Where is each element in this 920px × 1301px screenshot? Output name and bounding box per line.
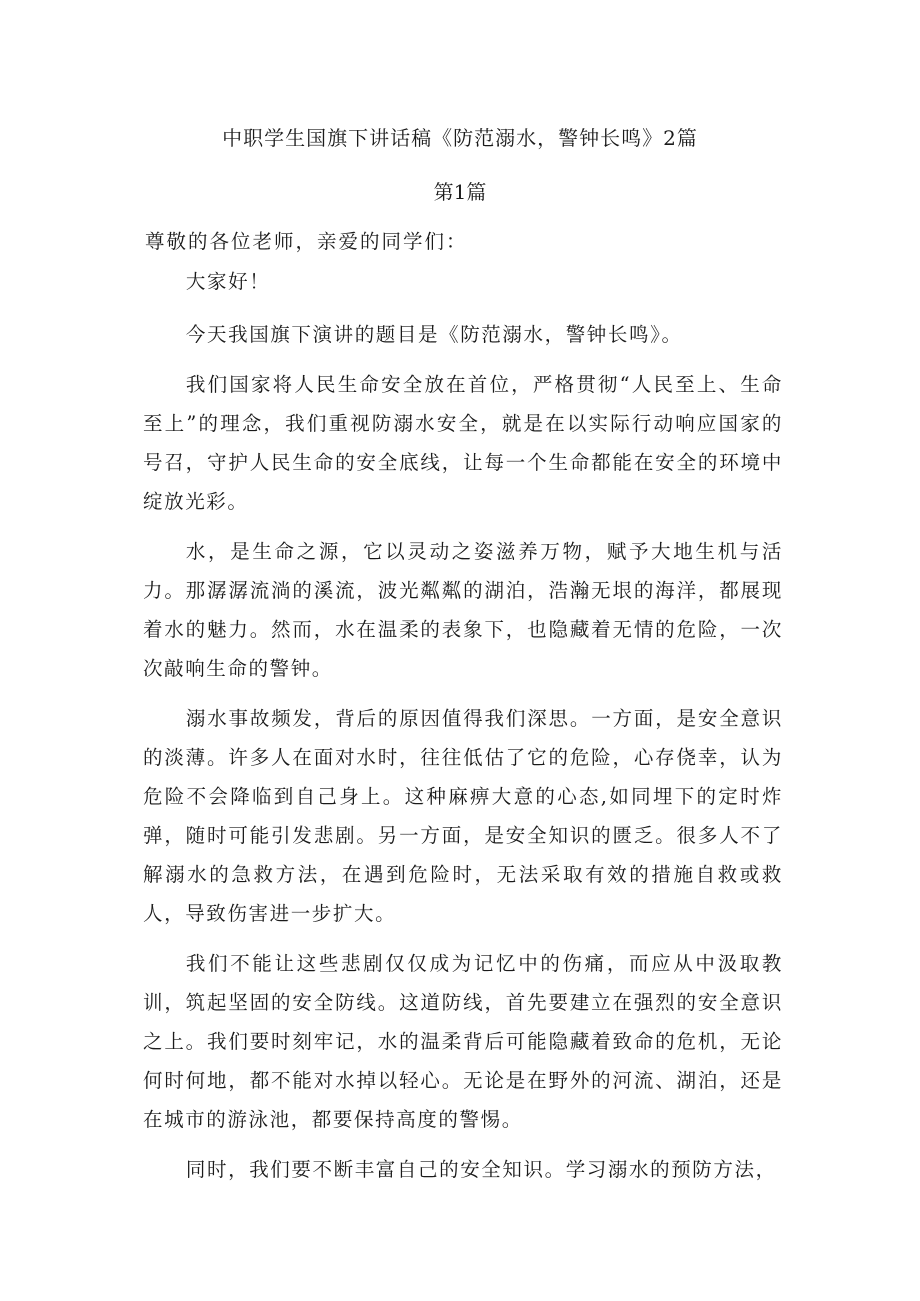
paragraph: 我们不能让这些悲剧仅仅成为记忆中的伤痛，而应从中汲取教训，筑起坚固的安全防线。这道防线，首先要建立在强烈的安全意识之上。我们要时刻牢记，水的温柔背后可能隐藏着致命的危机，无论何时何地，都不能对水掉以轻心。无论是在野外的河流、湖泊，还是在城市的游泳池，都要保持高度的警惕。	[143, 952, 783, 1131]
paragraph: 今天我国旗下演讲的题目是《防范溺水，警钟长鸣》。	[185, 323, 683, 346]
section-heading: 第1篇	[433, 180, 487, 204]
paragraph: 我们国家将人民生命安全放在首位，严格贯彻“人民至上、生命至上”的理念，我们重视防溺水安全，就是在以实际行动响应国家的号召，守护人民生命的安全底线，让每一个生命都能在安全的环境中绽放光彩。	[143, 373, 783, 513]
salutation: 尊敬的各位老师，亲爱的同学们：	[145, 230, 468, 253]
paragraph: 水，是生命之源，它以灵动之姿滋养万物，赋予大地生机与活力。那潺潺流淌的溪流，波光粼粼的湖泊，浩瀚无垠的海洋，都展现着水的魅力。然而，水在温柔的表象下，也隐藏着无情的危险，一次次敲响生命的警钟。	[143, 540, 783, 680]
speech-body	[143, 262, 783, 1189]
paragraph: 同时，我们要不断丰富自己的安全知识。学习溺水的预防方法，	[185, 1158, 777, 1181]
greeting: 大家好！	[185, 270, 271, 293]
document-title: 中职学生国旗下讲话稿《防范溺水，警钟长鸣》2篇	[222, 126, 698, 150]
paragraph: 溺水事故频发，背后的原因值得我们深思。一方面，是安全意识的淡薄。许多人在面对水时，往往低估了它的危险，心存侥幸，认为危险不会降临到自己身上。这种麻痹大意的心态,如同埋下的定时炸弹，随时可能引发悲剧。另一方面，是安全知识的匮乏。很多人不了解溺水的急救方法，在遇到危险时，无法采取有效的措施自救或救人，导致伤害进一步扩大。	[143, 707, 783, 925]
